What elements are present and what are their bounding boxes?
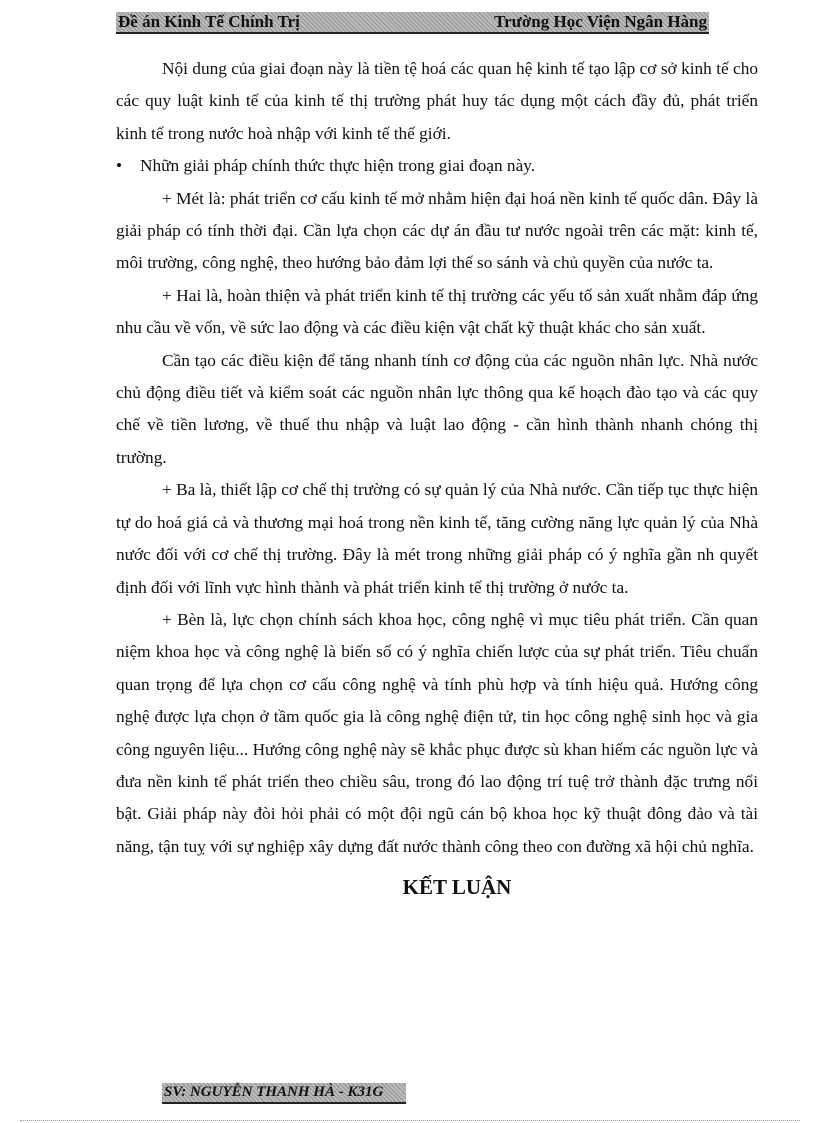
header-course-title: Đề án Kinh Tế Chính Trị: [118, 12, 300, 31]
page-footer: [162, 1083, 406, 1104]
header-school-name: Trường Học Viện Ngân Hàng: [494, 12, 707, 31]
paragraph-solution-1: + Mét là: phát triển cơ cấu kinh tế mở nhằm hiện đại hoá nền kinh tế quốc dân. Đây là giải pháp có tính thời đại. Cần lựa chọn các dự án đầu tư nước ngoài trên các mặt: kinh tế, môi trường, công nghệ, theo hướng bảo đảm lợi thế so sánh và chủ quyền của nước ta.: [116, 188, 758, 273]
section-title: KẾT LUẬN: [402, 875, 512, 900]
paragraph-intro: Nội dung của giai đoạn này là tiền tệ hoá các quan hệ kinh tế tạo lập cơ sở kinh tế cho các quy luật kinh tế của kinh tế thị trường phát huy tác dụng một cách đầy đủ, phát triển kinh tế trong nước hoà nhập với kinh tế thế giới.: [116, 59, 758, 143]
page-bottom-divider: [20, 1120, 800, 1121]
paragraph-human-resources: Cần tạo các điều kiện để tăng nhanh tính cơ động của các nguồn nhân lực. Nhà nước chủ động điều tiết và kiểm soát các nguồn nhân lực thông qua kế hoạch đào tạo và các quy chế về tiền lương, về thuế thu nhập và luật lao động - cần hình thành nhanh chóng thị trường.: [116, 350, 758, 467]
bullet-item: [116, 150, 758, 182]
paragraph-solution-2: + Hai là, hoàn thiện và phát triển kinh tế thị trường các yếu tố sản xuất nhằm đáp ứng nhu cầu về vốn, về sức lao động và các điều kiện vật chất kỹ thuật khác cho sản xuất.: [116, 285, 758, 338]
paragraph-solution-3: + Ba là, thiết lập cơ chế thị trường có sự quản lý của Nhà nước. Cần tiếp tục thực hiện tự do hoá giá cả và thương mại hoá trong nền kinh tế, tăng cường năng lực quản lý của Nhà nước đối với cơ chế thị trường. Đây là mét trong những giải pháp có ý nghĩa gần nh quyết định đối với lĩnh vực hình thành và phát triển kinh tế thị trường ở nước ta.: [116, 480, 758, 597]
bullet-icon: •: [116, 156, 123, 176]
footer-author: SV: NGUYỄN THANH HÀ - K31G: [164, 1084, 384, 1100]
document-body: [116, 53, 758, 904]
page-header: [116, 12, 709, 34]
paragraph-solution-4: + Bèn là, lực chọn chính sách khoa học, công nghệ vì mục tiêu phát triển. Cần quan niệm khoa học và công nghệ là biến số có ý nghĩa chiến lược của sự phát triển. Tiêu chuẩn quan trọng để lựa chọn cơ cấu công nghệ và tính phù hợp và tính hiệu quả. Hướng công nghệ được lựa chọn ở tầm quốc gia là công nghệ điện tử, tin học công nghệ sinh học và gia công nguyên liệu... Hướng công nghệ này sẽ khắc phục được sù khan hiếm các nguồn lực và đưa nền kinh tế phát triển theo chiều sâu, trong đó lao động trí tuệ trở thành đặc trưng nổi bật. Giải pháp này đòi hỏi phải có một đội ngũ cán bộ khoa học kỹ thuật đông đảo và tài năng, tận tuỵ với sự nghiệp xây dựng đất nước thành công theo con đường xã hội chủ nghĩa.: [116, 609, 758, 856]
bullet-text: Nhữn giải pháp chính thức thực hiện trong giai đoạn này.: [140, 156, 536, 176]
